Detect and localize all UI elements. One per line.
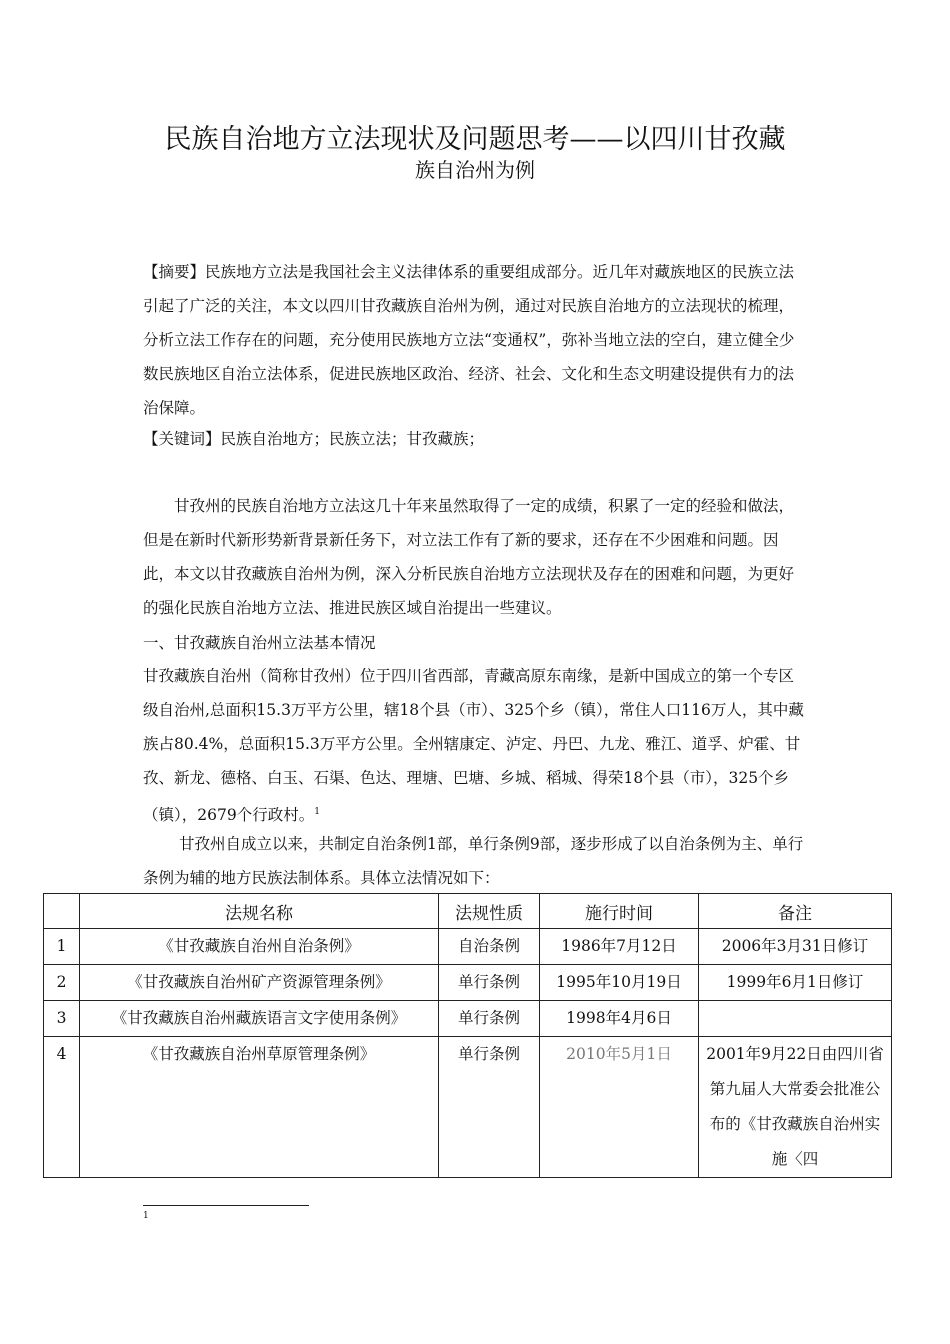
row-index: 2 xyxy=(44,965,80,1001)
row-index: 3 xyxy=(44,1001,80,1037)
row-law-name: 《甘孜藏族自治州自治条例》 xyxy=(80,929,439,965)
row-law-type: 自治条例 xyxy=(439,929,540,965)
row-effective-date: 1986年7月12日 xyxy=(540,929,699,965)
legislation-table xyxy=(43,893,892,1178)
row-law-type: 单行条例 xyxy=(439,1001,540,1037)
row-remarks: 2001年9月22日由四川省第九届人大常委会批准公布的《甘孜藏族自治州实施〈四 xyxy=(699,1037,892,1178)
table-row xyxy=(44,929,892,965)
document-title-line1: 民族自治地方立法现状及问题思考——以四川甘孜藏 xyxy=(164,124,786,155)
row-effective-date: 1998年4月6日 xyxy=(540,1001,699,1037)
table-row xyxy=(44,1037,892,1178)
header-law-type: 法规性质 xyxy=(439,894,540,929)
document-title-line2: 族自治州为例 xyxy=(415,158,535,182)
region-text: 甘孜藏族自治州（简称甘孜州）位于四川省西部，青藏高原东南缘，是新中国成立的第一个专区级自治州,总面积15.3万平方公里，辖18个县（市）、325个乡（镇），常住人口116万人，其中藏族占80.4%，总面积15.3万平方公里。全州辖康定、泸定、丹巴、九龙、雅江、道孚、炉霍、甘孜、新龙、德格、白玉、石渠、色达、理塘、巴塘、乡城、稻城、得荣18个县（市），325个乡（镇），2679个行政村。 xyxy=(143,667,804,825)
table-header-row xyxy=(44,894,892,929)
footnote-divider xyxy=(143,1205,309,1206)
header-effective-date: 施行时间 xyxy=(540,894,699,929)
header-law-name: 法规名称 xyxy=(80,894,439,929)
table-row xyxy=(44,965,892,1001)
region-paragraph xyxy=(143,659,807,832)
row-index: 1 xyxy=(44,929,80,965)
row-law-name: 《甘孜藏族自治州藏族语言文字使用条例》 xyxy=(80,1001,439,1037)
footnote-mark: 1 xyxy=(143,1211,149,1221)
abstract-paragraph: 【摘要】民族地方立法是我国社会主义法律体系的重要组成部分。近几年对藏族地区的民族立法引起了广泛的关注，本文以四川甘孜藏族自治州为例，通过对民族自治地方的立法现状的梳理，分析立法工作存在的问题，充分使用民族地方立法“变通权”，弥补当地立法的空白，建立健全少数民族地区自治立法体系，促进民族地区政治、经济、社会、文化和生态文明建设提供有力的法治保障。 xyxy=(143,263,795,417)
row-law-type: 单行条例 xyxy=(439,1037,540,1178)
header-index xyxy=(44,894,80,929)
intro-paragraph: 甘孜州的民族自治地方立法这几十年来虽然取得了一定的成绩，积累了一定的经验和做法，但是在新时代新形势新背景新任务下，对立法工作有了新的要求，还存在不少困难和问题。因此，本文以甘孜藏族自治州为例，深入分析民族自治地方立法现状及存在的困难和问题，为更好的强化民族自治地方立法、推进民族区域自治提出一些建议。 xyxy=(143,497,795,617)
summary-paragraph: 甘孜州自成立以来，共制定自治条例1部，单行条例9部，逐步形成了以自治条例为主、单行条例为辅的地方民族法制体系。具体立法情况如下： xyxy=(143,835,804,887)
row-law-name: 《甘孜藏族自治州矿产资源管理条例》 xyxy=(80,965,439,1001)
header-remarks: 备注 xyxy=(699,894,892,929)
footnote-reference[interactable]: 1 xyxy=(314,807,320,817)
table-row xyxy=(44,1001,892,1037)
row-effective-date: 1995年10月19日 xyxy=(540,965,699,1001)
row-effective-date: 2010年5月1日 xyxy=(540,1037,699,1178)
row-remarks: 1999年6月1日修订 xyxy=(699,965,892,1001)
row-law-name: 《甘孜藏族自治州草原管理条例》 xyxy=(80,1037,439,1178)
row-remarks: 2006年3月31日修订 xyxy=(699,929,892,965)
keywords-line: 【关键词】民族自治地方；民族立法；甘孜藏族； xyxy=(143,430,485,448)
row-index: 4 xyxy=(44,1037,80,1178)
section-heading-1: 一、甘孜藏族自治州立法基本情况 xyxy=(143,634,376,652)
row-law-type: 单行条例 xyxy=(439,965,540,1001)
row-remarks xyxy=(699,1001,892,1037)
